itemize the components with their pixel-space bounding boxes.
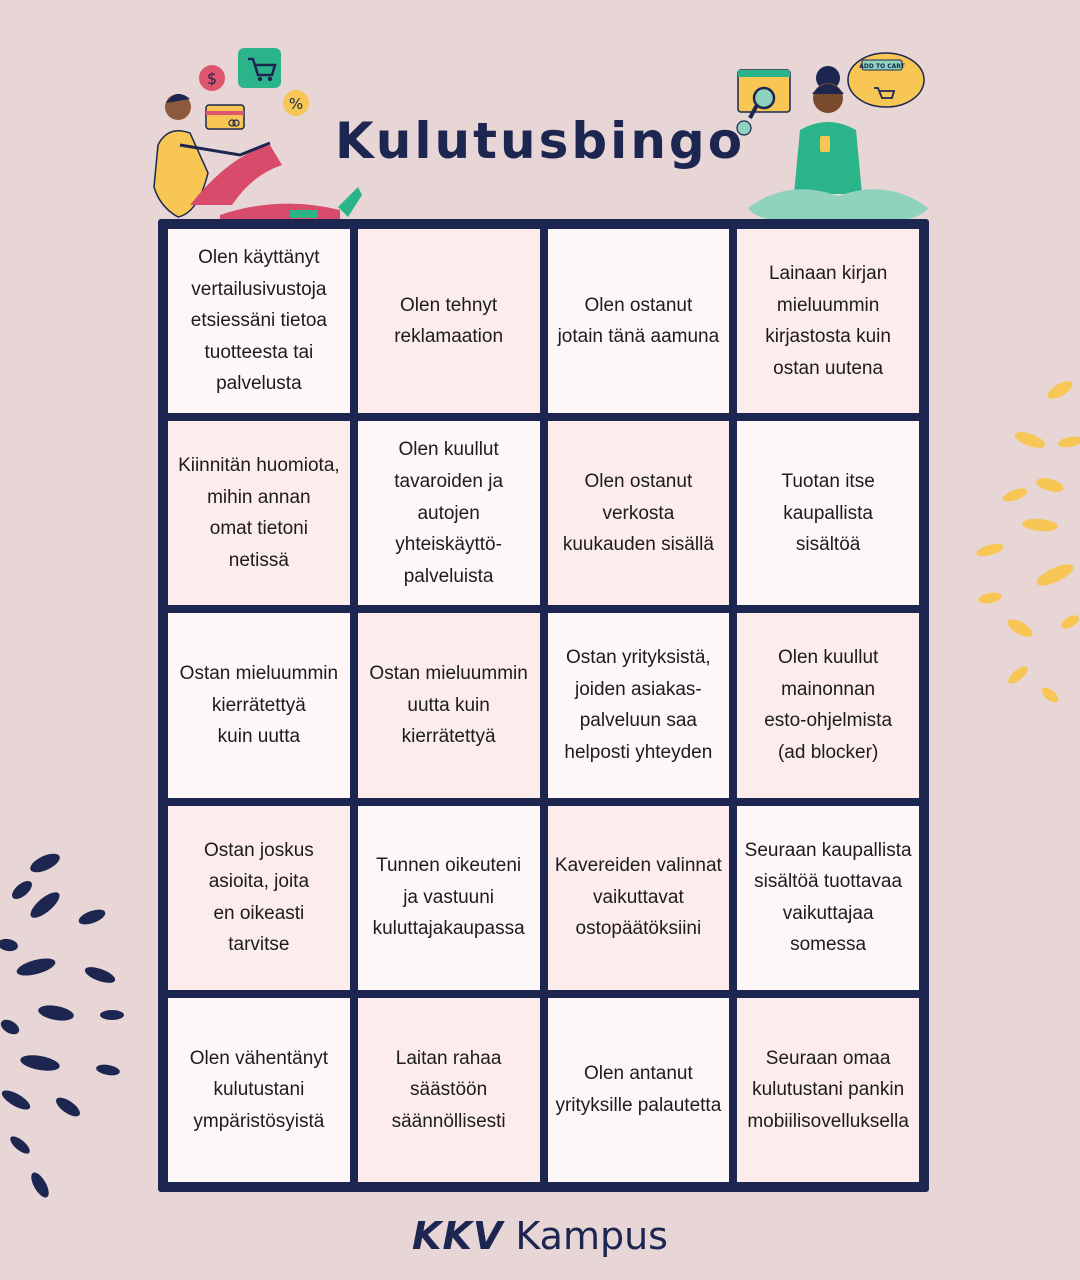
svg-text:%: % — [288, 95, 304, 113]
brand-name: Kampus — [503, 1214, 668, 1258]
navy-dash-decoration — [0, 845, 140, 1205]
bingo-cell[interactable]: Olen tehnyt reklamaation — [358, 229, 540, 413]
bingo-cell[interactable]: Kiinnitän huomiota, mihin annan omat tietoni netissä — [168, 421, 350, 605]
bingo-cell[interactable]: Olen kuullut mainonnan esto-ohjelmista (ad blocker) — [737, 613, 919, 797]
bingo-cell[interactable]: Ostan mieluummin uutta kuin kierrätettyä — [358, 613, 540, 797]
bingo-cell[interactable]: Kavereiden valinnat vaikuttavat ostopäätöksiini — [548, 806, 730, 990]
bingo-cell[interactable]: Olen ostanut jotain tänä aamuna — [548, 229, 730, 413]
bingo-cell[interactable]: Tunnen oikeuteni ja vastuuni kuluttajakaupassa — [358, 806, 540, 990]
bingo-cell[interactable]: Ostan yrityksistä, joiden asiakas- palveluun saa helposti yhteyden — [548, 613, 730, 797]
bingo-cell[interactable]: Olen käyttänyt vertailusivustoja etsiessäni tietoa tuotteesta tai palvelusta — [168, 229, 350, 413]
kkv-kampus-logo — [0, 1214, 1080, 1258]
bingo-grid — [158, 219, 929, 1192]
bingo-cell[interactable]: Ostan mieluummin kierrätettyä kuin uutta — [168, 613, 350, 797]
bingo-cell[interactable]: Olen ostanut verkosta kuukauden sisällä — [548, 421, 730, 605]
bingo-cell[interactable]: Seuraan kaupallista sisältöä tuottavaa vaikuttajaa somessa — [737, 806, 919, 990]
page-title: Kulutusbingo — [334, 112, 746, 170]
bingo-cell[interactable]: Ostan joskus asioita, joita en oikeasti tarvitse — [168, 806, 350, 990]
svg-text:$: $ — [206, 69, 218, 88]
bingo-cell[interactable]: Laitan rahaa säästöön säännöllisesti — [358, 998, 540, 1182]
bingo-cell[interactable]: Seuraan omaa kulutustani pankin mobiilisovelluksella — [737, 998, 919, 1182]
bingo-cell[interactable]: Tuotan itse kaupallista sisältöä — [737, 421, 919, 605]
yellow-dash-decoration — [960, 370, 1080, 710]
add-to-cart-label: ADD TO CART — [859, 63, 905, 70]
bingo-cell[interactable]: Olen vähentänyt kulutustani ympäristösyistä — [168, 998, 350, 1182]
bingo-cell[interactable]: Olen kuullut tavaroiden ja autojen yhteiskäyttö- palveluista — [358, 421, 540, 605]
bingo-cell[interactable]: Olen antanut yrityksille palautetta — [548, 998, 730, 1182]
bingo-cell[interactable]: Lainaan kirjan mieluummin kirjastosta kuin ostan uutena — [737, 229, 919, 413]
brand-mark: KKV — [412, 1214, 504, 1258]
